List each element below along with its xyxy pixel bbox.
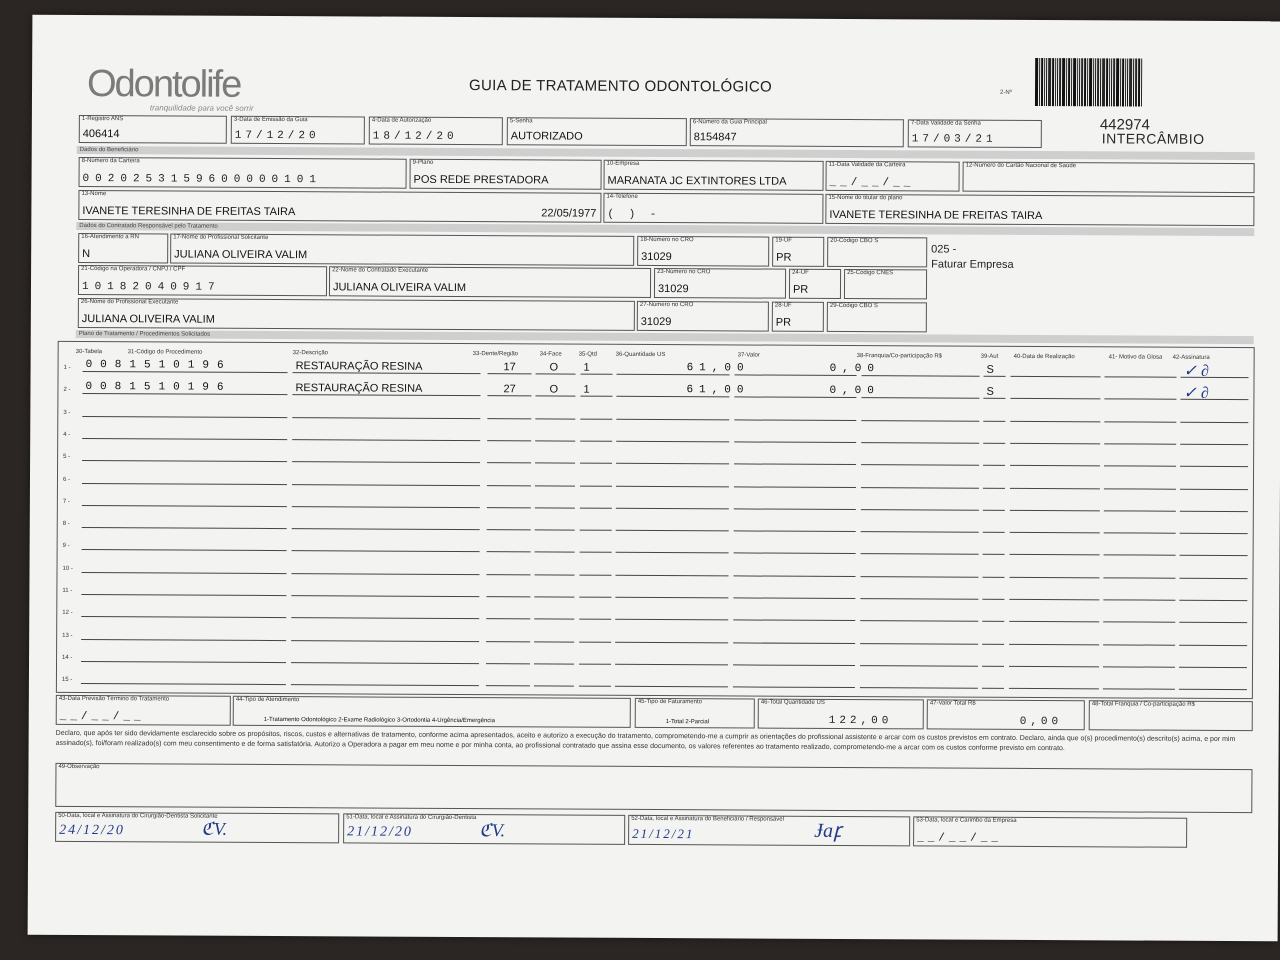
table-cell-value[interactable] [733,610,855,622]
table-cell-reason[interactable] [1103,589,1175,600]
field-observation[interactable]: 49-Observação [55,763,1252,813]
field-holder-name[interactable]: 15-Nome do titular do plano IVANETE TERESINHA DE FREITAS TAIRA [825,194,1254,226]
table-cell-aut[interactable] [982,566,1004,577]
table-cell-franchise[interactable] [861,387,979,399]
table-cell-us[interactable] [616,498,729,510]
signature-company[interactable]: 53-Data, local e Carimbo da Empresa __/__/__ [913,816,1187,847]
table-cell-tooth[interactable] [486,564,530,575]
table-cell-face[interactable] [535,430,575,441]
field-rn[interactable]: 16-Atendimento a RN N [78,233,168,263]
table-cell-tooth[interactable] [486,586,530,597]
row-number: 6 - [62,476,71,483]
birth-date: 22/05/1977 [541,207,597,220]
table-cell-value[interactable] [734,498,856,510]
table-cell-us[interactable] [615,631,728,643]
table-value-sign: ✓ ∂ [1183,385,1209,403]
row-number: 1 - [63,364,71,371]
field-requester[interactable]: 17-Nome do Profissional Solicitante JULIANA OLIVEIRA VALIM [170,233,634,265]
table-cell-reason[interactable] [1103,656,1175,667]
field-password-validity[interactable]: 7-Data Validade da Senha 17/03/21 [908,119,1042,148]
table-value-tooth: 17 [503,361,516,374]
table-cell-franchise[interactable] [860,566,978,578]
table-cell-face[interactable] [535,497,575,508]
table-cell-date[interactable] [1010,455,1100,466]
table-cell-sign[interactable] [1180,478,1248,489]
field-auth-date[interactable]: 4-Data de Autorização 18/12/20 [369,116,503,145]
table-cell-code[interactable] [82,450,287,462]
table-cell-value[interactable] [733,632,855,644]
table-cell-aut[interactable] [982,656,1004,667]
declaration-text: Declaro, que após ter sido devidamente esclarecido sobre os propósitos, riscos, custos e alternativas de tratamento, conforme acima apresentados, aceito e autorizo a execução do tratamento, comprometendo-me a cumprir as orientações do profissional assistente e arcar com os custos previstos em contrato. Declaro, ainda que o(s) procedimento(s) descrito(s) acima, e por mim assinado(s), foi/foram realizado(s) com meu consentimento e de forma satisfatória. Autorizo a Operadora a pagar em meu nome e por minha conta, ao profissional contratado que assina esse documento, os valores referentes ao tratamento realizado, comprometendo-me a arcar com os custos conforme previsto em contrato. [55,729,1236,753]
field-executor[interactable]: 26-Nome do Profissional Executante JULIANA OLIVEIRA VALIM [78,298,635,331]
row-number: 8 - [62,520,70,528]
row-number: 9 - [62,543,70,550]
field-total-value[interactable]: 47-Valor Total R$ 0,00 [927,699,1085,730]
table-cell-tooth[interactable] [487,408,531,419]
table-cell-value[interactable] [734,543,856,555]
table-cell-reason[interactable] [1103,634,1175,645]
table-cell-qty[interactable] [580,520,612,531]
field-total-us[interactable]: 46-Total Quantidade US 122,00 [758,699,924,730]
table-cell-tooth[interactable] [487,542,531,553]
table-cell-qty[interactable] [580,542,612,553]
row-number: 13 - [62,632,73,639]
table-cell-us[interactable] [615,609,728,621]
guide-sheet [28,15,1280,942]
table-cell-date[interactable] [1009,678,1099,689]
row-number: 4 - [63,431,71,438]
table-cell-desc[interactable] [292,429,480,441]
field-ans[interactable]: 1-Registro ANS 406414 [79,115,227,144]
table-cell-date[interactable] [1009,656,1099,667]
table-cell-franchise[interactable] [861,543,979,555]
field-end-date[interactable]: 43-Data Previsão Término do Tratamento __/__/__ [56,695,231,726]
table-value-desc: RESTAURAÇÃO RESINA [295,360,423,373]
table-cell-reason[interactable] [1103,567,1175,578]
table-cell-tooth[interactable] [486,653,530,664]
table-cell-date[interactable] [1010,500,1100,511]
field-password[interactable]: 5-Senha AUTORIZADO [507,117,687,146]
field-card-validity[interactable]: 11-Data Validade da Carteira __/__/__ [826,161,960,192]
table-cell-aut[interactable] [983,477,1005,488]
table-cell-franchise[interactable] [860,677,978,689]
table-cell-us[interactable] [616,542,729,554]
row-number: 2 - [63,387,71,394]
row-number: 15 - [61,677,73,684]
signature-mark: ℭV. [201,818,228,839]
row-number: 5 - [63,454,71,461]
table-cell-date[interactable] [1009,589,1099,600]
table-cell-code[interactable] [82,428,287,440]
table-value-aut: S [986,363,994,376]
table-cell-us[interactable] [616,408,729,420]
row-number: 14 - [62,654,73,661]
table-cell-us[interactable] [616,475,729,487]
table-cell-franchise[interactable] [861,521,979,533]
table-cell-tooth[interactable] [486,675,530,686]
note-billing: Faturar Empresa [931,258,1014,271]
table-cell-value[interactable] [733,565,855,577]
table-cell-code[interactable] [81,673,286,685]
table-cell-us[interactable] [616,431,729,443]
table-value-face: O [549,361,559,374]
table-cell-franchise[interactable] [861,499,979,511]
table-cell-qty[interactable] [579,676,611,687]
table-value-value: 0,00 [829,385,880,398]
signature-requester[interactable]: 50-Data, local e Assinatura do Cirurgião-Dentista Solicitante 24/12/20 ℭV. [55,812,339,843]
table-cell-face[interactable] [535,408,575,419]
table-cell-sign[interactable] [1180,545,1248,556]
table-cell-desc[interactable] [292,474,480,486]
table-cell-desc[interactable] [291,630,479,642]
table-value-code: 0081510196 [85,381,232,395]
table-cell-franchise[interactable] [861,477,979,489]
table-cell-desc[interactable] [291,652,479,664]
table-cell-tooth[interactable] [487,519,531,530]
table-cell-code[interactable] [81,606,286,618]
table-cell-reason[interactable] [1104,522,1176,533]
table-value-us: 61,00 [686,362,750,375]
field-company[interactable]: 10-Empresa MARANATA JC EXTINTORES LTDA [604,160,824,191]
table-value-face: O [549,383,559,396]
row-number: 11 - [62,587,73,594]
table-cell-code[interactable] [82,539,287,551]
row-number: 3 - [63,409,71,416]
table-cell-aut[interactable] [983,500,1005,511]
table-cell-desc[interactable] [292,518,480,530]
field-cro-2[interactable]: 23-Número no CRO 31029 [654,268,786,299]
table-value-qty: 1 [583,361,590,374]
table-cell-face[interactable] [535,453,575,464]
table-cell-code[interactable] [82,472,287,484]
table-cell-sign[interactable] [1179,590,1247,601]
table-cell-face[interactable] [534,653,574,664]
table-cell-desc[interactable] [291,585,479,597]
col-signature: 42-Assinatura [1172,354,1210,361]
table-cell-qty[interactable] [580,475,612,486]
section-beneficiary: Dados do Beneficiário [77,146,1255,160]
table-cell-date[interactable] [1010,433,1100,444]
row-number: 12 - [62,610,73,617]
table-cell-face[interactable] [535,542,575,553]
table-cell-us[interactable] [615,564,728,576]
col-reason: 41- Motivo da Glosa [1108,354,1163,361]
table-cell-tooth[interactable] [487,497,531,508]
table-cell-reason[interactable] [1104,500,1176,511]
field-cbo-1[interactable]: 20-Código CBO S [827,237,927,268]
table-cell-aut[interactable] [982,678,1004,689]
field-main-guide[interactable]: 6-Número da Guia Principal 8154847 [690,118,904,147]
table-cell-tooth[interactable] [486,608,530,619]
signature-mark: Ɉaꝼ [814,819,842,842]
field-care-type[interactable]: 44-Tipo de Atendimento 1-Tratamento Odontológico 2-Exame Radiológico 3-Ortodontia 4-Urgência/Emergência [233,696,631,728]
table-cell-face[interactable] [534,586,574,597]
table-cell-reason[interactable] [1104,456,1176,467]
field-beneficiary-name[interactable]: 13-Nome IVANETE TERESINHA DE FREITAS TAIRA 22/05/1977 [78,190,601,223]
field-uf-1[interactable]: 19-UF PR [772,237,824,267]
table-cell-tooth[interactable] [487,452,531,463]
table-cell-sign[interactable] [1180,523,1248,534]
table-cell-franchise[interactable] [860,588,978,600]
table-cell-date[interactable] [1011,366,1101,377]
field-total-franchise[interactable]: 48-Total Franquia / Co-participação R$ [1089,700,1253,731]
table-cell-qty[interactable] [579,653,611,664]
table-cell-tooth[interactable] [486,631,530,642]
table-cell-date[interactable] [1009,611,1099,622]
table-cell-date[interactable] [1010,522,1100,533]
signature-mark: ℭV. [479,820,506,841]
signature-dentist[interactable]: 51-Data, local e Assinatura do Cirurgião-Dentista 21/12/20 ℭV. [343,813,625,844]
table-cell-code[interactable] [82,406,287,418]
table-cell-date[interactable] [1010,410,1100,421]
field-cro-3[interactable]: 27-Número no CRO 31029 [637,301,769,332]
table-cell-face[interactable] [534,609,574,620]
table-cell-code[interactable] [82,495,287,507]
table-cell-code[interactable] [81,629,286,641]
table-cell-reason[interactable] [1104,411,1176,422]
signature-beneficiary[interactable]: 52-Data, local e Assinatura do Beneficiário / Responsável 21/12/21 Ɉaꝼ [628,815,910,846]
table-cell-reason[interactable] [1103,679,1175,690]
table-cell-sign[interactable] [1179,679,1247,690]
table-cell-sign[interactable] [1180,411,1248,422]
table-cell-aut[interactable] [982,589,1004,600]
table-cell-value[interactable] [734,409,856,421]
table-cell-date[interactable] [1010,388,1100,399]
table-value-aut: S [986,386,994,399]
table-cell-face[interactable] [534,676,574,687]
table-cell-desc[interactable] [291,607,479,619]
table-cell-sign[interactable] [1180,456,1248,467]
table-cell-aut[interactable] [983,455,1005,466]
field-billing-type[interactable]: 45-Tipo de Faturamento 1-Total 2-Parcial [635,698,755,729]
table-cell-sign[interactable] [1179,567,1247,578]
field-uf-3[interactable]: 28-UF PR [772,302,824,332]
field-phone[interactable]: 14-Telefone ( ) - [603,193,823,224]
table-cell-desc[interactable] [292,540,480,552]
table-cell-franchise[interactable] [861,410,979,422]
table-cell-code[interactable] [81,562,286,574]
table-cell-qty[interactable] [579,631,611,642]
field-card-number[interactable]: 8-Número da Carteira 0020253159600000101 [79,157,407,189]
table-cell-qty[interactable] [579,609,611,620]
table-cell-sign[interactable] [1179,612,1247,623]
field-executor-contract[interactable]: 22-Nome do Contratado Executante JULIANA OLIVEIRA VALIM [329,266,651,298]
barcode [1035,58,1200,107]
section-plan: Plano de Tratamento / Procedimentos Solicitados [76,330,1254,344]
table-cell-face[interactable] [535,519,575,530]
col-date: 40-Data de Realização [1013,353,1075,361]
table-cell-desc[interactable] [292,496,480,508]
col-franchise: 38-Franquia/Co-participação R$ [856,353,943,360]
col-table: 30-Tabela [75,348,103,356]
table-cell-sign[interactable] [1179,634,1247,645]
table-cell-code[interactable] [81,651,286,663]
table-cell-qty[interactable] [580,408,612,419]
table-cell-franchise[interactable] [861,432,979,444]
col-value: 37-Valor [737,352,760,359]
table-cell-tooth[interactable] [487,475,531,486]
table-cell-sign[interactable] [1179,657,1247,668]
table-cell-sign[interactable] [1180,501,1248,512]
table-value-us: 61,00 [686,384,750,397]
logo-tagline: tranquilidade para você sorrir [149,103,254,113]
table-cell-franchise[interactable] [860,610,978,622]
table-cell-aut[interactable] [983,410,1005,421]
table-cell-value[interactable] [734,431,856,443]
page-title: GUIA DE TRATAMENTO ODONTOLÓGICO [469,77,773,96]
table-cell-date[interactable] [1009,633,1099,644]
table-value-desc: RESTAURAÇÃO RESINA [295,382,423,396]
col-code: 31-Código do Procedimento [127,349,203,356]
table-cell-desc[interactable] [292,451,480,463]
table-cell-reason[interactable] [1104,389,1176,400]
table-cell-reason[interactable] [1104,433,1176,444]
table-cell-face[interactable] [534,631,574,642]
col-qty: 35-Qtd [578,351,598,358]
table-cell-qty[interactable] [580,430,612,441]
col-face: 34-Face [539,351,562,358]
field-plan[interactable]: 9-Plano POS REDE PRESTADORA [410,159,602,190]
table-cell-sign[interactable] [1180,434,1248,445]
table-cell-franchise[interactable] [860,633,978,645]
field-cro-1[interactable]: 18-Número no CRO 31029 [637,236,769,267]
field-issue-date[interactable]: 3-Data de Emissão da Guia 17/12/20 [231,116,365,145]
table-cell-face[interactable] [535,475,575,486]
table-cell-franchise[interactable] [860,655,978,667]
guide-number: 442974 [1099,116,1150,134]
table-cell-value[interactable] [734,521,856,533]
table-cell-date[interactable] [1010,477,1100,488]
table-cell-aut[interactable] [982,611,1004,622]
guide-type: INTERCÂMBIO [1101,130,1205,147]
section-provider: Dados do Contratado Responsável pelo Tratamento [76,222,1254,236]
col-aut: 39-Aut [980,353,999,360]
table-cell-qty[interactable] [579,587,611,598]
table-value-qty: 1 [583,383,590,396]
table-cell-qty[interactable] [580,453,612,464]
table-cell-desc[interactable] [291,563,479,575]
table-cell-code[interactable] [82,517,287,529]
table-value-value: 0,00 [829,362,881,376]
table-cell-qty[interactable] [580,497,612,508]
table-cell-value[interactable] [734,476,856,488]
table-cell-us[interactable] [615,587,728,599]
field-cnpj[interactable]: 21-Código na Operadora / CNPJ / CPF 10182040917 [78,265,327,296]
table-cell-franchise[interactable] [861,454,979,466]
table-cell-value[interactable] [733,587,855,599]
col-description: 32-Descrição [292,350,329,357]
table-value-sign: ✓ ∂ [1183,362,1209,380]
row-number: 7 - [62,498,70,505]
table-cell-desc[interactable] [291,674,479,686]
table-value-code: 0081510196 [85,359,232,372]
table-cell-reason[interactable] [1104,545,1176,556]
field-cnes[interactable]: 25-Código CNES [844,269,927,299]
table-cell-us[interactable] [616,453,729,465]
col-us: 36-Quantidade US [615,351,666,359]
table-cell-aut[interactable] [983,544,1005,555]
table-cell-tooth[interactable] [487,430,531,441]
table-cell-desc[interactable] [292,407,480,419]
table-cell-aut[interactable] [982,633,1004,644]
table-cell-us[interactable] [615,676,728,688]
table-cell-reason[interactable] [1104,478,1176,489]
table-cell-code[interactable] [81,584,286,596]
table-cell-value[interactable] [733,677,855,689]
table-cell-franchise[interactable] [862,365,980,377]
guide-number-label: 2-Nº [1000,89,1012,96]
table-cell-face[interactable] [534,564,574,575]
field-cns[interactable]: 12-Número do Cartão Nacional de Saúde [963,162,1255,194]
table-cell-date[interactable] [1009,567,1099,578]
table-cell-reason[interactable] [1105,366,1177,377]
table-cell-us[interactable] [616,520,729,532]
table-cell-value[interactable] [733,654,855,666]
odontolife-logo: Odontolife [86,63,241,106]
table-cell-aut[interactable] [983,433,1005,444]
field-uf-2[interactable]: 24-UF PR [789,269,841,299]
table-value-tooth: 27 [503,383,516,396]
note-code: 025 - [931,243,957,256]
table-cell-reason[interactable] [1103,612,1175,623]
table-cell-value[interactable] [734,454,856,466]
table-cell-qty[interactable] [579,564,611,575]
table-cell-aut[interactable] [983,522,1005,533]
field-cbo-2[interactable]: 29-Código CBO S [827,302,927,333]
table-cell-date[interactable] [1010,544,1100,555]
table-cell-us[interactable] [615,654,728,666]
col-tooth: 33-Dente/Região [472,351,519,358]
row-number: 10 - [62,565,73,572]
